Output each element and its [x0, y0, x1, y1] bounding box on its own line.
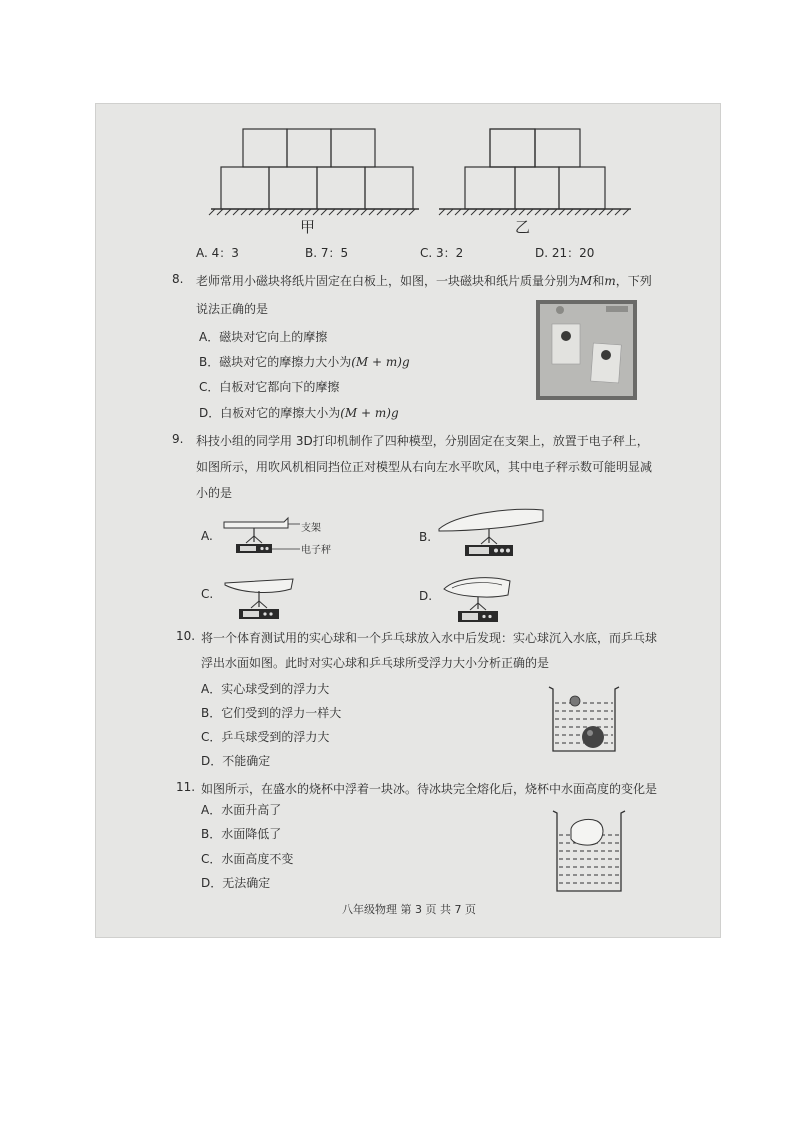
exam-page	[95, 103, 721, 938]
beaker-balls-figure	[547, 685, 621, 753]
q8-option-d-formula: (M + m)g	[340, 406, 399, 420]
q11-option-b: B．水面降低了	[201, 827, 282, 841]
q9-option-b: B.	[419, 530, 432, 544]
q9-stem-line-1: 科技小组的同学用 3D打印机制作了四种模型，分别固定在支架上，放置于电子秤上，	[196, 434, 649, 448]
q10-number: 10.	[176, 629, 196, 643]
figure-label-jia: 甲	[300, 218, 316, 236]
q10-option-d: D．不能确定	[201, 754, 271, 768]
q8-number: 8.	[172, 272, 184, 286]
model-a-flat-board	[222, 516, 302, 558]
model-b-airfoil	[435, 507, 555, 559]
q8-stem-text-end: ，下列	[615, 274, 652, 288]
q11-option-a: A．水面升高了	[201, 803, 282, 817]
q8-option-a: A．磁块对它向上的摩擦	[199, 330, 328, 344]
q8-option-d-text: D．白板对它的摩擦大小为	[199, 406, 341, 420]
q8-stem-text: 老师常用小磁块将纸片固定在白板上，如图，一块磁块和纸片质量分别为	[196, 274, 581, 288]
q8-and: 和	[592, 274, 605, 288]
q9-option-c: C.	[201, 587, 214, 601]
q8-option-b-text: B．磁块对它的摩擦力大小为	[199, 355, 352, 369]
model-c-airfoil-inverted	[221, 575, 301, 621]
q7-option-c: C. 3：2	[420, 246, 464, 260]
q8-option-d	[199, 404, 399, 421]
q10-stem-line-2: 浮出水面如图。此时对实心球和乒乓球所受浮力大小分析正确的是	[201, 656, 550, 670]
figure-label-yi: 乙	[515, 218, 531, 236]
q8-symbol-M: M	[580, 274, 593, 288]
q11-number: 11.	[176, 780, 196, 794]
q10-option-a: A．实心球受到的浮力大	[201, 682, 330, 696]
q8-stem-line-2: 说法正确的是	[196, 302, 269, 316]
q8-stem-line-1	[196, 272, 652, 289]
q10-stem-line-1: 将一个体育测试用的实心球和一个乒乓球放入水中后发现：实心球沉入水底，而乒乓球	[201, 631, 658, 645]
q7-option-b: B. 7：5	[305, 246, 349, 260]
q8-symbol-m: m	[604, 274, 616, 288]
q8-option-b-formula: (M + m)g	[351, 355, 410, 369]
q9-option-d: D.	[419, 589, 433, 603]
q8-option-b	[199, 353, 410, 370]
q10-option-b: B．它们受到的浮力一样大	[201, 706, 342, 720]
q11-option-c: C．水面高度不变	[201, 852, 294, 866]
label-electronic-scale: 电子秤	[301, 545, 331, 556]
q10-option-c: C．乒乓球受到的浮力大	[201, 730, 330, 744]
q9-option-a: A.	[201, 529, 213, 543]
stacked-blocks-figure-right	[435, 125, 635, 235]
q9-stem-line-3: 小的是	[196, 486, 233, 500]
q11-stem-line-1: 如图所示，在盛水的烧杯中浮着一块冰。待冰块完全熔化后，烧杯中水面高度的变化是	[201, 782, 658, 796]
page-footer: 八年级物理 第 3 页 共 7 页	[342, 903, 476, 916]
q7-option-d: D. 21：20	[535, 246, 595, 260]
q8-option-c: C．白板对它都向下的摩擦	[199, 380, 340, 394]
q11-option-d: D．无法确定	[201, 876, 271, 890]
model-d-teardrop	[440, 573, 520, 625]
q7-option-a: A. 4：3	[196, 246, 239, 260]
label-support: 支架	[301, 523, 321, 534]
beaker-ice-figure	[551, 809, 627, 893]
q9-number: 9.	[172, 432, 184, 446]
q9-stem-line-2: 如图所示，用吹风机相同挡位正对模型从右向左水平吹风，其中电子秤示数可能明显减	[196, 460, 653, 474]
whiteboard-magnet-photo	[536, 300, 637, 400]
